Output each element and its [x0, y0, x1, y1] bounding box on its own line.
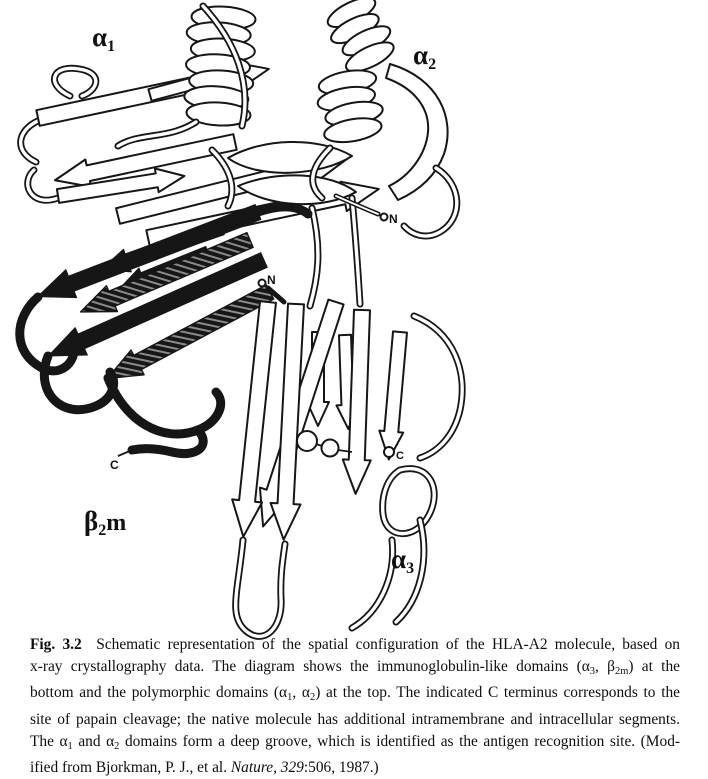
label-alpha2-sub: 2 [428, 56, 437, 74]
c-terminus-ball-alpha3 [384, 447, 394, 457]
caption-segment: ) at the [628, 657, 680, 675]
caption-segment: 1 [287, 692, 293, 704]
caption-segment: :506, 1987.) [303, 759, 379, 777]
label-alpha1-sub: 1 [107, 38, 116, 56]
caption-segment: and α [72, 732, 115, 750]
label-n-terminus-beta2m: N [267, 273, 276, 287]
label-alpha2 [413, 42, 436, 74]
label-alpha3 [391, 546, 414, 578]
carbohydrate-ball [297, 431, 317, 451]
label-alpha2-main: α [413, 40, 429, 70]
caption-segment: x-ray crystallography data. The diagram shows the immunoglobulin-like domains (α [30, 657, 590, 675]
label-beta2m-post: m [106, 510, 127, 536]
caption-line [30, 682, 680, 709]
caption-line [30, 709, 680, 731]
caption-line [30, 757, 680, 779]
caption-segment: site of papain cleavage; the native molecule has additional intramembrane and intracellular segments. [30, 711, 680, 729]
caption-segment: 2 [114, 740, 120, 752]
caption-segment: The α [30, 732, 68, 750]
caption-segment: 3 [589, 665, 596, 677]
caption-segment: bottom and the polymorphic domains (α [30, 684, 288, 702]
label-alpha3-main: α [391, 544, 407, 574]
label-c-terminus-beta2m: C [110, 458, 119, 472]
caption-segment: Fig. 3.2 [30, 636, 82, 653]
label-alpha1 [92, 24, 115, 56]
label-alpha3-sub: 3 [406, 560, 415, 578]
caption-segment: Schematic representation of the spatial configuration of the HLA-A2 molecule, based on [81, 636, 680, 653]
caption-line [30, 656, 680, 683]
caption-segment: Nature, 329 [230, 759, 304, 777]
caption-segment: 2 [309, 692, 316, 704]
alpha3-domain-ribbons [228, 280, 462, 637]
label-n-terminus-alpha2: N [389, 212, 398, 226]
caption-segment: , β [595, 657, 615, 675]
carbohydrate-ball [322, 440, 339, 457]
figure-caption [30, 634, 680, 779]
n-terminus-ball-beta2m [259, 280, 266, 287]
caption-segment: ified from Bjorkman, P. J., et al. [30, 759, 231, 777]
label-beta2m-sub: 2 [98, 522, 107, 540]
n-terminus-ball-alpha2 [381, 214, 388, 221]
caption-segment: ) at the top. The indicated C terminus corresponds to the [315, 684, 680, 702]
caption-segment: domains form a deep groove, which is identified as the antigen recognition site. (Mod- [119, 732, 681, 750]
caption-segment: , α [292, 684, 310, 702]
caption-line [30, 731, 680, 758]
caption-segment: 2m [614, 665, 629, 677]
label-beta2m [84, 508, 126, 540]
caption-segment: 1 [67, 740, 73, 752]
label-c-terminus-alpha3: C [396, 450, 404, 462]
label-beta2m-main: β [84, 506, 99, 536]
caption-line [30, 634, 680, 656]
alpha1-helix [118, 5, 257, 146]
label-alpha1-main: α [92, 22, 108, 52]
